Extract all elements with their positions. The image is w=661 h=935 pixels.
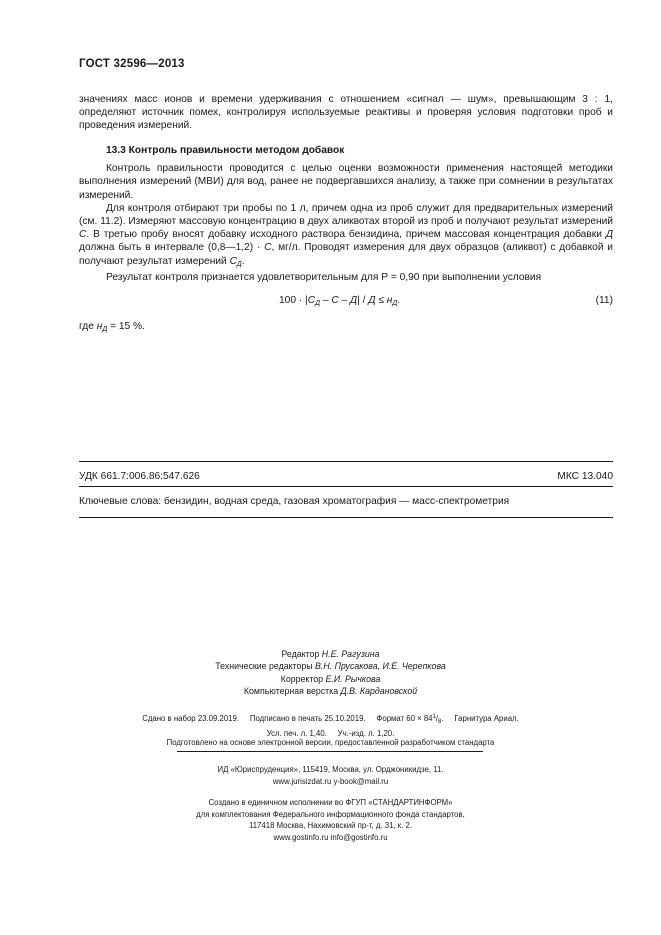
mks-code: МКС 13.040 xyxy=(557,471,613,482)
divider-middle xyxy=(79,486,613,487)
publisher-contacts: www.jurisizdat.ru y-book@mail.ru xyxy=(272,776,389,786)
credit-editor: Редактор Н.Е. Рагузина xyxy=(281,649,380,659)
divider-bottom xyxy=(79,517,613,518)
publisher-info xyxy=(0,764,661,787)
printing-line-1: Сдано в набор 23.09.2019. Подписано в печать 25.10.2019. Формат $60 \times 84^1/_8$. Гарнитура Ариал. xyxy=(142,714,519,725)
paragraph-condition: Результат контроля признается удовлетворительным для Р = 0,90 при выполнении условия xyxy=(106,271,542,283)
section-title: 13.3 Контроль правильности методом добавок xyxy=(106,145,345,156)
credit-corrector: Корректор Е.И. Рычкова xyxy=(280,673,381,684)
maker-line-1: Создано в единичном исполнении во ФГУП «СТАНДАРТИНФОРМ» xyxy=(208,798,453,807)
editorial-credits xyxy=(0,648,661,698)
prepared-note: Подготовлено на основе электронной версии, предоставленной разработчиком стандарта xyxy=(166,738,495,747)
printing-line-2: Усл. печ. л. 1,40. Уч.-изд. л. 1,20. xyxy=(266,729,395,738)
publisher-address: ИД «Юриспруденция», 115419, Москва, ул. Орджоникидзе, 11. xyxy=(217,765,444,774)
maker-line-4: www.gostinfo.ru info@gostinfo.ru xyxy=(273,832,388,842)
divider-short xyxy=(177,751,483,752)
paragraph-procedure: Для контроля отбирают три пробы по 1 л, причем одна из проб служит для предварительных измерений (см. 11.2). Измеряют массовую концентрацию в двух аликвотах второй из проб и получают результат измерений С. В третью пробу вносят добавку исходного раствора бензидина, причем массовая концентрация добавки Д должна быть в интервале (0,8—1,2) · С, мг/л. Проводят измерения для двух образцов (аликвот) с добавкой и получают результат измерений $С_Д$. xyxy=(79,202,613,268)
credit-layout: Компьютерная верстка Д.В. Кардановской xyxy=(243,686,418,697)
printing-details xyxy=(0,711,661,740)
formula-number: (11) xyxy=(595,295,613,306)
paragraph-purpose: Контроль правильности проводится с целью оценки возможности применения настоящей методики выполнения измерений (МВИ) для вод, ранее не подвергавшихся анализу, а также при сомнении в результатах измерений. xyxy=(79,163,613,201)
maker-info xyxy=(0,797,661,843)
divider-top xyxy=(79,461,613,462)
udk-code: УДК 661.7:006.86:547.626 xyxy=(79,471,200,482)
formula-expression: $100 \cdot |С_Д - С - Д| / Д \le н_Д$. xyxy=(279,295,401,307)
intro-text: значениях масс ионов и времени удерживания с отношением «сигнал — шум», превышающим 3 : 1, определяют источник помех, контролируя используемые реактивы и проверяя условия подготовки проб и проведения измерений. xyxy=(79,94,613,132)
credit-tech-editors: Технические редакторы В.Н. Прусакова, И.Е. Черепкова xyxy=(215,661,446,672)
section-13-3 xyxy=(79,144,613,284)
keywords: Ключевые слова: бензидин, водная среда, газовая хроматография — масс-спектрометрия xyxy=(79,496,510,507)
document-header: ГОСТ 32596—2013 xyxy=(79,58,185,70)
maker-line-2: для комплектования Федерального информационного фонда стандартов, xyxy=(196,809,465,819)
maker-line-3: 117418 Москва, Нахимовский пр-т, д. 31, к. 2. xyxy=(248,821,413,831)
intro-paragraph xyxy=(79,93,613,133)
formula-where: где $н_Д = 15$ %. xyxy=(79,321,145,333)
